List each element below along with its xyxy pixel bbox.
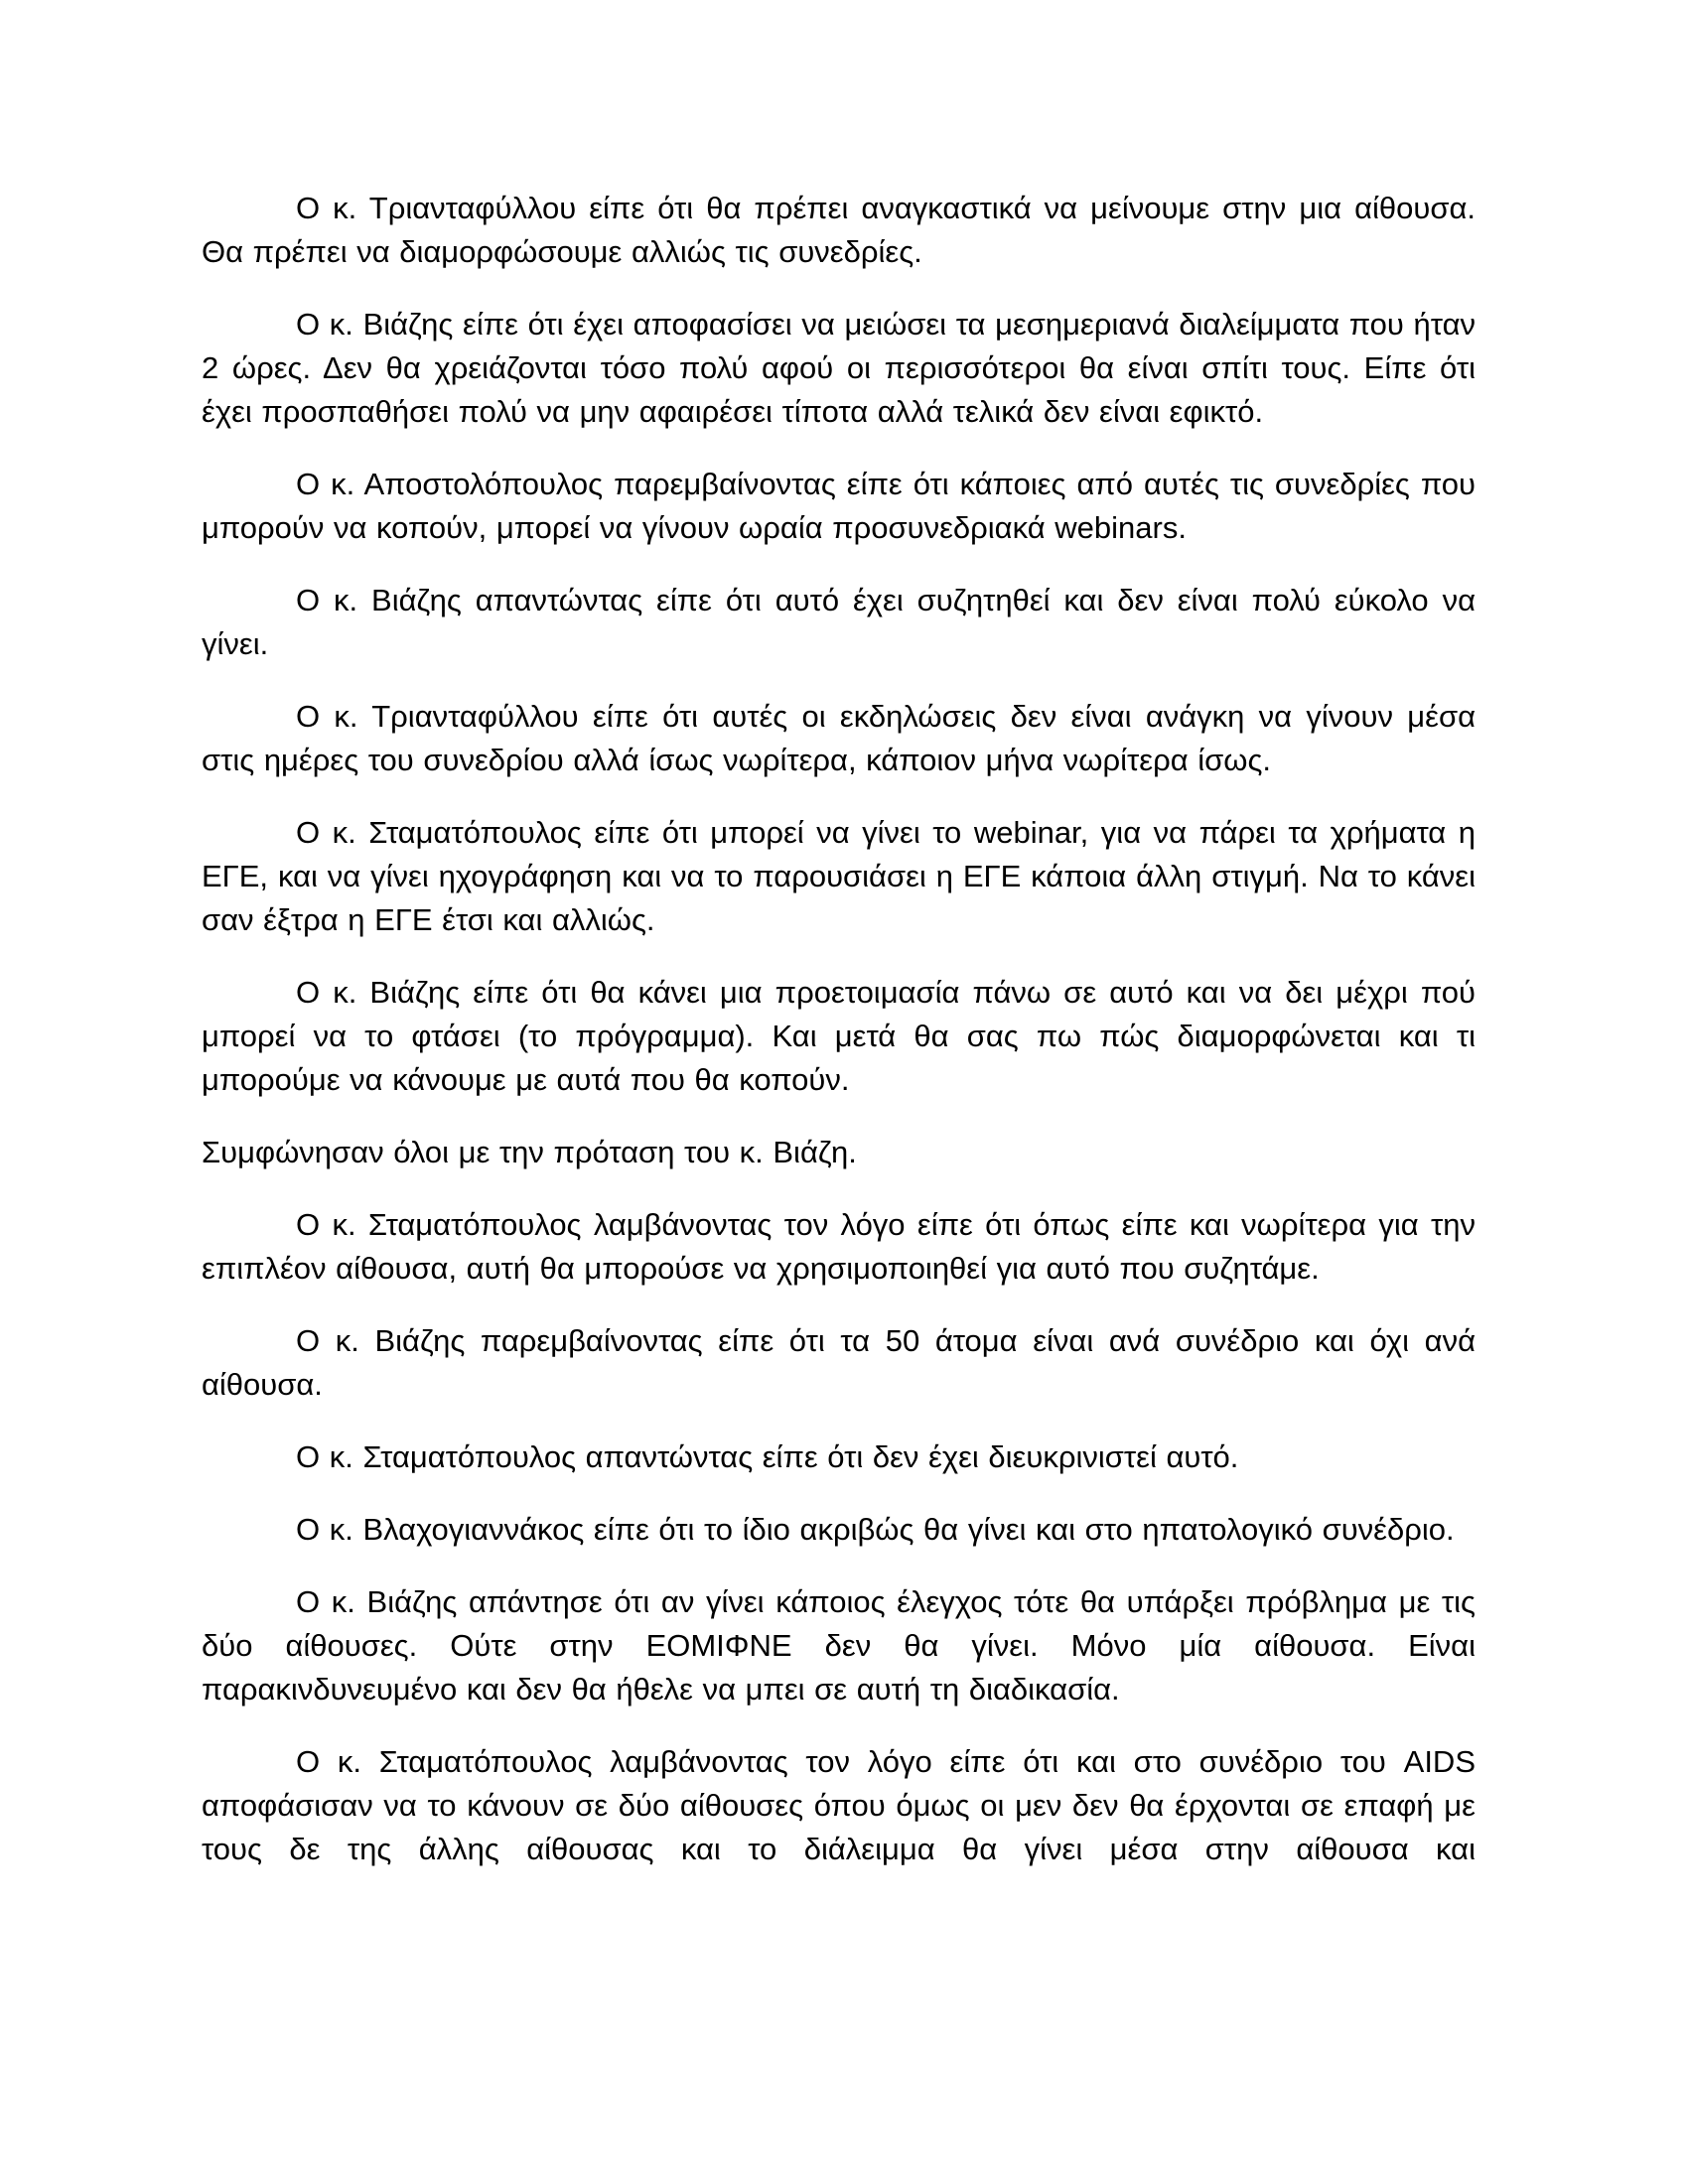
paragraph-2: Ο κ. Βιάζης είπε ότι έχει αποφασίσει να μειώσει τα μεσημεριανά διαλείμματα που ήταν 2 ώρες. Δεν θα χρειάζονται τόσο πολύ αφού οι περισσότεροι θα είναι σπίτι τους. Είπε ότι έχει προσπαθήσει πολύ να μην αφαιρέσει τίποτα αλλά τελικά δεν είναι εφικτό. — [202, 307, 1476, 429]
paragraph-14: Ο κ. Σταματόπουλος λαμβάνοντας τον λόγο είπε ότι και στο συνέδριο του AIDS αποφάσισαν να το κάνουν σε δύο αίθουσες όπου όμως οι μεν δεν θα έρχονται σε επαφή με τους δε της άλλης αίθουσας και το διάλειμμα θα γίνει μέσα στην αίθουσα και — [202, 1744, 1476, 1866]
paragraph-13: Ο κ. Βιάζης απάντησε ότι αν γίνει κάποιος έλεγχος τότε θα υπάρξει πρόβλημα με τις δύο αίθουσες. Ούτε στην ΕΟΜΙΦΝΕ δεν θα γίνει. Μόνο μία αίθουσα. Είναι παρακινδυνευμένο και δεν θα ήθελε να μπει σε αυτή τη διαδικασία. — [202, 1584, 1476, 1706]
paragraph-3: Ο κ. Αποστολόπουλος παρεμβαίνοντας είπε ότι κάποιες από αυτές τις συνεδρίες που μπορούν να κοπούν, μπορεί να γίνουν ωραία προσυνεδριακά webinars. — [202, 467, 1476, 545]
paragraph-4: Ο κ. Βιάζης απαντώντας είπε ότι αυτό έχει συζητηθεί και δεν είναι πολύ εύκολο να γίνει. — [202, 583, 1476, 661]
paragraph-1: Ο κ. Τριανταφύλλου είπε ότι θα πρέπει αναγκαστικά να μείνουμε στην μια αίθουσα. Θα πρέπει να διαμορφώσουμε αλλιώς τις συνεδρίες. — [202, 191, 1476, 269]
paragraph-6: Ο κ. Σταματόπουλος είπε ότι μπορεί να γίνει το webinar, για να πάρει τα χρήματα η ΕΓΕ, και να γίνει ηχογράφηση και να το παρουσιάσει η ΕΓΕ κάποια άλλη στιγμή. Να το κάνει σαν έξτρα η ΕΓΕ έτσι και αλλιώς. — [202, 815, 1476, 937]
paragraph-9: Ο κ. Σταματόπουλος λαμβάνοντας τον λόγο είπε ότι όπως είπε και νωρίτερα για την επιπλέον αίθουσα, αυτή θα μπορούσε να χρησιμοποιηθεί για αυτό που συζητάμε. — [202, 1207, 1476, 1286]
paragraph-7: Ο κ. Βιάζης είπε ότι θα κάνει μια προετοιμασία πάνω σε αυτό και να δει μέχρι πού μπορεί να το φτάσει (το πρόγραμμα). Και μετά θα σας πω πώς διαμορφώνεται και τι μπορούμε να κάνουμε με αυτά που θα κοπούν. — [202, 975, 1476, 1097]
paragraph-11: Ο κ. Σταματόπουλος απαντώντας είπε ότι δεν έχει διευκρινιστεί αυτό. — [296, 1439, 1239, 1474]
document-text-block — [202, 187, 1476, 1900]
paragraph-10: Ο κ. Βιάζης παρεμβαίνοντας είπε ότι τα 50 άτομα είναι ανά συνέδριο και όχι ανά αίθουσα. — [202, 1323, 1476, 1402]
paragraph-5: Ο κ. Τριανταφύλλου είπε ότι αυτές οι εκδηλώσεις δεν είναι ανάγκη να γίνουν μέσα στις ημέρες του συνεδρίου αλλά ίσως νωρίτερα, κάποιον μήνα νωρίτερα ίσως. — [202, 699, 1476, 777]
paragraph-8: Συμφώνησαν όλοι με την πρόταση του κ. Βιάζη. — [202, 1135, 857, 1169]
paragraph-12: Ο κ. Βλαχογιαννάκος είπε ότι το ίδιο ακριβώς θα γίνει και στο ηπατολογικό συνέδριο. — [296, 1512, 1455, 1547]
